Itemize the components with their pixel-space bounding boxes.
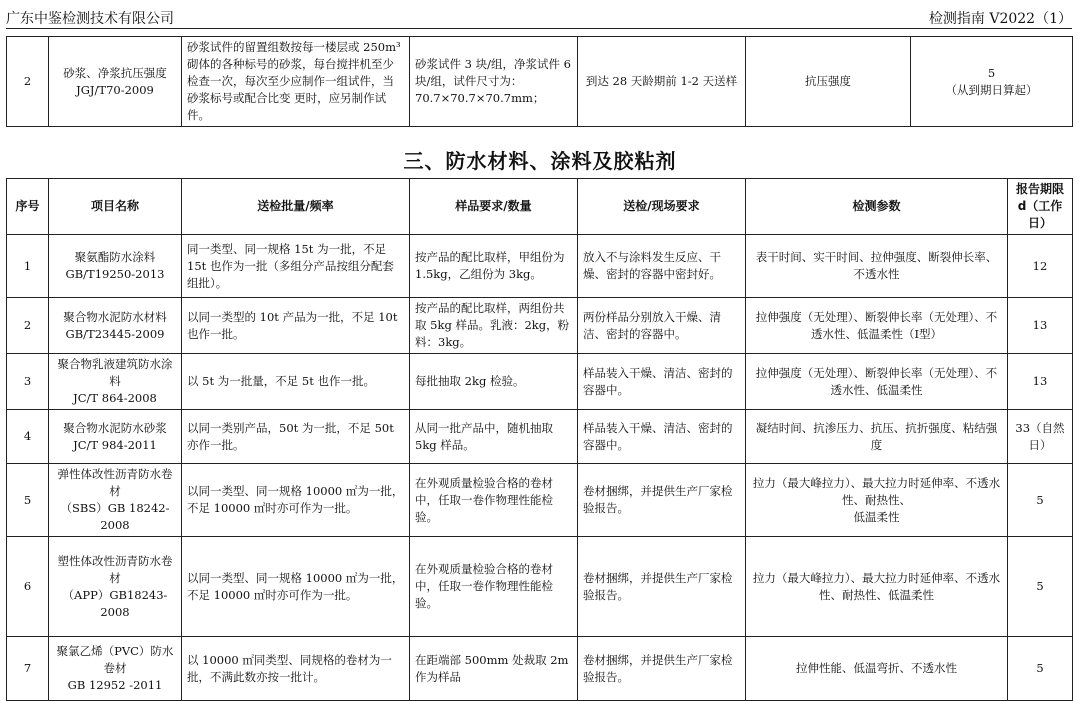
report-period: 5 （从到期日算起） [911,37,1073,127]
company-name: 广东中鉴检测技术有限公司 [6,11,174,27]
test-parameters: 凝结时间、抗渗压力、抗压、抗折强度、粘结强度 [746,410,1008,464]
delivery-requirement: 放入不与涂料发生反应、干燥、密封的容器中密封好。 [578,235,746,298]
delivery-requirement: 卷材捆绑，并提供生产厂家检验报告。 [578,537,746,637]
sample-requirement: 每批抽取 2kg 检验。 [410,354,578,410]
row-number: 5 [7,464,49,537]
header-name: 项目名称 [49,179,182,235]
report-period: 5 [1008,537,1073,637]
document-title: 检测指南 V2022（1） [928,11,1072,27]
delivery-requirement: 到达 28 天龄期前 1-2 天送样 [578,37,746,127]
test-parameters: 抗压强度 [746,37,911,127]
row-number: 2 [7,298,49,354]
sample-requirement: 按产品的配比取样，两组份共取 5kg 样品。乳液：2kg，粉料：3kg。 [410,298,578,354]
test-parameters: 拉伸强度（无处理）、断裂伸长率（无处理）、不透水性、低温柔性 [746,354,1008,410]
table-body [7,235,1073,701]
item-name: 弹性体改性沥青防水卷材 （SBS）GB 18242-2008 [49,464,182,537]
header-sample: 样品要求/数量 [410,179,578,235]
sample-requirement: 在外观质量检验合格的卷材中，任取一卷作物理性能检验。 [410,537,578,637]
delivery-requirement: 卷材捆绑，并提供生产厂家检验报告。 [578,637,746,701]
table-row [7,410,1073,464]
sample-requirement: 从同一批产品中，随机抽取 5kg 样品。 [410,410,578,464]
item-name: 砂浆、净浆抗压强度 JGJ/T70-2009 [49,37,182,127]
batch-frequency: 以同一类型的 10t 产品为一批，不足 10t 也作一批。 [182,298,410,354]
item-name: 聚合物水泥防水材料 GB/T23445-2009 [49,298,182,354]
item-name: 聚氨酯防水涂料 GB/T19250-2013 [49,235,182,298]
batch-frequency: 以同一类型、同一规格 10000 ㎡为一批，不足 10000 ㎡时亦可作为一批。 [182,537,410,637]
delivery-requirement: 两份样品分别放入干燥、清洁、密封的容器中。 [578,298,746,354]
table-row [7,354,1073,410]
delivery-requirement: 样品装入干燥、清洁、密封的容器中。 [578,410,746,464]
sample-requirement: 按产品的配比取样，甲组份为 1.5kg，乙组份为 3kg。 [410,235,578,298]
item-name: 塑性体改性沥青防水卷材 （APP）GB18243-2008 [49,537,182,637]
table-row [7,537,1073,637]
test-parameters: 拉力（最大峰拉力）、最大拉力时延伸率、不透水性、耐热性、 低温柔性 [746,464,1008,537]
row-number: 7 [7,637,49,701]
test-parameters: 拉伸性能、低温弯折、不透水性 [746,637,1008,701]
report-period: 12 [1008,235,1073,298]
row-number: 4 [7,410,49,464]
batch-frequency: 以 5t 为一批量，不足 5t 也作一批。 [182,354,410,410]
waterproof-materials-table [6,178,1073,701]
row-number: 6 [7,537,49,637]
table-row [7,464,1073,537]
report-period: 13 [1008,354,1073,410]
batch-frequency: 以 10000 ㎡同类型、同规格的卷材为一批，不满此数亦按一批计。 [182,637,410,701]
sample-requirement: 砂浆试件 3 块/组，净浆试件 6 块/组，试件尺寸为：70.7×70.7×70.7mm； [410,37,578,127]
delivery-requirement: 卷材捆绑，并提供生产厂家检验报告。 [578,464,746,537]
test-parameters: 拉力（最大峰拉力）、最大拉力时延伸率、不透水性、耐热性、低温柔性 [746,537,1008,637]
table-row [7,37,1073,127]
item-name: 聚氯乙烯（PVC）防水卷材 GB 12952 -2011 [49,637,182,701]
row-number: 3 [7,354,49,410]
header-period: 报告期限 d（工作日） [1008,179,1073,235]
previous-section-table [6,36,1073,127]
section-title: 三、防水材料、涂料及胶粘剂 [403,149,677,173]
table-row [7,637,1073,701]
batch-frequency: 以同一类别产品，50t 为一批，不足 50t 亦作一批。 [182,410,410,464]
header-params: 检测参数 [746,179,1008,235]
sample-requirement: 在外观质量检验合格的卷材中，任取一卷作物理性能检验。 [410,464,578,537]
item-name: 聚合物水泥防水砂浆 JC/T 984-2011 [49,410,182,464]
batch-frequency: 同一类型、同一规格 15t 为一批，不足 15t 也作为一批（多组分产品按组分配套组批）。 [182,235,410,298]
report-period: 13 [1008,298,1073,354]
item-name: 聚合物乳液建筑防水涂料 JC/T 864-2008 [49,354,182,410]
delivery-requirement: 样品装入干燥、清洁、密封的容器中。 [578,354,746,410]
batch-frequency: 以同一类型、同一规格 10000 ㎡为一批，不足 10000 ㎡时亦可作为一批。 [182,464,410,537]
header-delivery: 送检/现场要求 [578,179,746,235]
header-batch: 送检批量/频率 [182,179,410,235]
row-number: 1 [7,235,49,298]
row-number: 2 [7,37,49,127]
page-header [6,0,1072,29]
test-parameters: 表干时间、实干时间、拉伸强度、断裂伸长率、不透水性 [746,235,1008,298]
header-no: 序号 [7,179,49,235]
table-row [7,298,1073,354]
report-period: 5 [1008,637,1073,701]
report-period: 33（自然日） [1008,410,1073,464]
table-header-row [7,179,1073,235]
test-parameters: 拉伸强度（无处理）、断裂伸长率（无处理）、不透水性、低温柔性（Ⅰ型） [746,298,1008,354]
table-row [7,235,1073,298]
report-period: 5 [1008,464,1073,537]
sample-requirement: 在距端部 500mm 处裁取 2m 作为样品 [410,637,578,701]
batch-frequency: 砂浆试件的留置组数按每一楼层或 250m³ 砌体的各种标号的砂浆，每台搅拌机至少检查一次，每次至少应制作一组试件，当砂浆标号或配合比变 更时，应另制作试件。 [182,37,410,127]
